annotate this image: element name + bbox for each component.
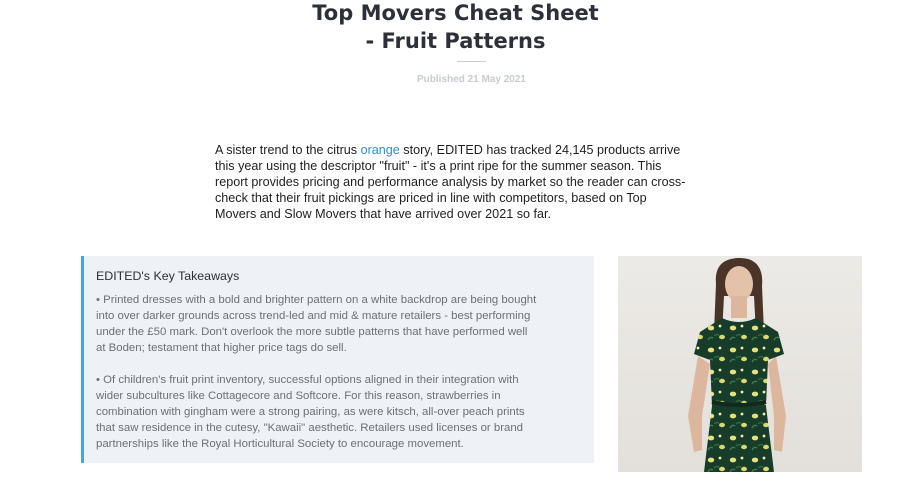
takeaway-paragraph-2: • Of children's fruit print inventory, successful options aligned in their integration with wider subcultures like Cottagecore and Softcore. For this reason, strawberries in combination with gingham were a strong pairing, as were kitsch, all-over peach prints that saw residence in the cutesy, "Kawaii" aesthetic. Retailers used licenses or brand partnerships like the Royal Horticultural Society to encourage movement. [96, 374, 525, 450]
title-divider [457, 61, 486, 62]
key-takeaways-box [81, 256, 594, 463]
takeaways-title: EDITED's Key Takeaways [96, 269, 240, 283]
intro-paragraph [215, 142, 735, 222]
published-date: Published 21 May 2021 [417, 74, 526, 85]
intro-line-5: Movers and Slow Movers that have arrived over 2021 so far. [215, 207, 551, 221]
intro-line-1: A sister trend to the citrus orange story, EDITED has tracked 24,145 products arrive [215, 143, 681, 157]
intro-line-2: this year using the descriptor "fruit" - it's a print ripe for the summer season. This [215, 159, 662, 173]
product-photo [618, 256, 862, 472]
title-line-1: Top Movers Cheat Sheet [312, 1, 599, 25]
orange-story-link[interactable]: orange [360, 143, 400, 157]
page-title [0, 0, 911, 55]
intro-line-3: report provides pricing and performance analysis by market so the reader can cross- [215, 175, 686, 189]
takeaway-paragraph-1: • Printed dresses with a bold and brighter pattern on a white backdrop are being bought into over darker grounds across trend-led and mid & mature retailers - best performing under the £50 mark. Don't overlook the more subtle patterns that have performed well at Boden; testament that higher price tags do sell. [96, 294, 537, 354]
title-line-2: - Fruit Patterns [365, 29, 546, 53]
model-fruit-print-dress-image [618, 256, 862, 472]
intro-line-4: check that their fruit pickings are priced in line with competitors, based on Top [215, 191, 647, 205]
